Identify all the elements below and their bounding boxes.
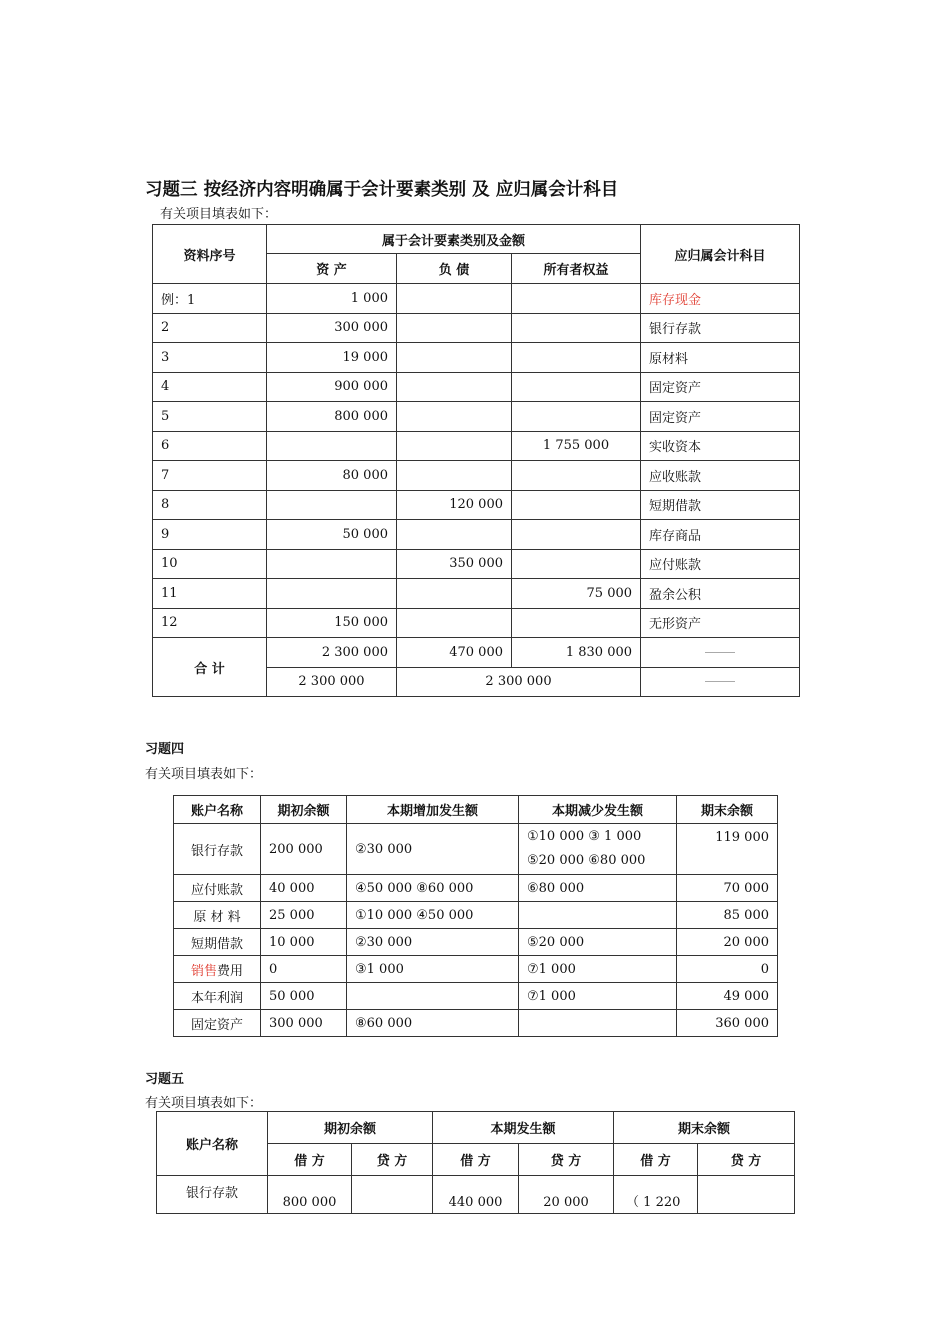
ex4-dec: ⑦1 000 xyxy=(519,983,677,1010)
ex4-open: 40 000 xyxy=(261,875,347,902)
ex3-total-subject-empty xyxy=(641,638,800,668)
table-row xyxy=(174,929,778,956)
ex5-close-debit: （ 1 220 xyxy=(614,1176,698,1214)
ex3-sum-liab-equity: 2 300 000 xyxy=(397,667,641,697)
ex3-liab: 350 000 xyxy=(397,549,512,579)
ex3-liab: 120 000 xyxy=(397,490,512,520)
ex3-asset: 50 000 xyxy=(267,520,397,550)
ex4-dec: ⑥80 000 xyxy=(519,875,677,902)
ex4-name: 原 材 料 xyxy=(174,902,261,929)
ex3-subject: 应收账款 xyxy=(641,461,800,491)
ex5-header-open-credit: 贷 方 xyxy=(352,1144,433,1176)
ex3-liab xyxy=(397,284,512,314)
table-row xyxy=(153,372,800,402)
ex3-subject: 库存现金 xyxy=(641,284,800,314)
ex5-title: 习题五 xyxy=(145,1072,185,1087)
ex4-title: 习题四 xyxy=(145,742,185,757)
ex3-asset xyxy=(267,490,397,520)
ex4-name-rest: 费用 xyxy=(217,963,244,979)
ex3-intro: 有关项目填表如下： xyxy=(160,207,278,222)
ex4-inc: ①10 000 ④50 000 xyxy=(347,902,519,929)
ex4-name: 应付账款 xyxy=(174,875,261,902)
ex3-header-equity: 所有者权益 xyxy=(512,254,641,284)
ex5-curr-credit: 20 000 xyxy=(519,1176,614,1214)
ex3-asset: 150 000 xyxy=(267,608,397,638)
dash-mark xyxy=(705,681,735,682)
ex4-close: 360 000 xyxy=(677,1010,778,1037)
ex3-header-asset: 资 产 xyxy=(267,254,397,284)
ex4-dec xyxy=(519,824,677,875)
ex4-open: 50 000 xyxy=(261,983,347,1010)
ex3-asset xyxy=(267,549,397,579)
table-row xyxy=(153,520,800,550)
ex3-table xyxy=(152,224,800,697)
table-row xyxy=(153,549,800,579)
ex4-dec: ⑤20 000 xyxy=(519,929,677,956)
ex3-total-equity: 1 830 000 xyxy=(512,638,641,668)
ex5-header-curr-credit: 贷 方 xyxy=(519,1144,614,1176)
ex3-subject: 盈余公积 xyxy=(641,579,800,609)
ex3-asset: 300 000 xyxy=(267,313,397,343)
ex4-header-open: 期初余额 xyxy=(261,796,347,824)
ex3-liab xyxy=(397,343,512,373)
ex3-subject: 库存商品 xyxy=(641,520,800,550)
ex4-inc xyxy=(347,983,519,1010)
ex3-equity xyxy=(512,490,641,520)
ex4-table xyxy=(173,795,778,1037)
ex3-title: 习题三 按经济内容明确属于会计要素类别 及 应归属会计科目 xyxy=(145,180,619,200)
ex3-subject: 银行存款 xyxy=(641,313,800,343)
ex3-asset: 80 000 xyxy=(267,461,397,491)
ex4-close: 119 000 xyxy=(677,824,778,875)
ex5-table xyxy=(156,1111,795,1214)
ex5-header-name: 账户名称 xyxy=(157,1112,268,1176)
ex3-seq: 3 xyxy=(153,343,267,373)
ex3-equity xyxy=(512,520,641,550)
ex3-seq: 11 xyxy=(153,579,267,609)
ex3-subject: 固定资产 xyxy=(641,372,800,402)
ex4-open: 25 000 xyxy=(261,902,347,929)
ex4-close: 0 xyxy=(677,956,778,983)
table-row xyxy=(174,902,778,929)
ex3-liab xyxy=(397,461,512,491)
ex3-asset xyxy=(267,579,397,609)
dash-mark xyxy=(705,652,735,653)
ex4-inc: ③1 000 xyxy=(347,956,519,983)
ex3-equity: 75 000 xyxy=(512,579,641,609)
ex3-header-subject: 应归属会计科目 xyxy=(641,225,800,284)
ex4-intro: 有关项目填表如下： xyxy=(145,767,263,782)
ex5-open-credit xyxy=(352,1176,433,1214)
ex3-header-group: 属于会计要素类别及金额 xyxy=(267,225,641,254)
ex3-liab xyxy=(397,402,512,432)
ex4-dec-line2: ⑤20 000 ⑥80 000 xyxy=(527,853,646,868)
table-row xyxy=(174,1010,778,1037)
ex3-equity: 1 755 000 xyxy=(512,431,641,461)
ex3-sum-assets: 2 300 000 xyxy=(267,667,397,697)
ex3-subject: 应付账款 xyxy=(641,549,800,579)
ex3-asset: 900 000 xyxy=(267,372,397,402)
ex4-open: 200 000 xyxy=(261,824,347,875)
ex5-header-curr-debit: 借 方 xyxy=(433,1144,519,1176)
ex4-name xyxy=(174,956,261,983)
ex3-seq: 12 xyxy=(153,608,267,638)
ex4-name-red-part: 销售 xyxy=(190,963,217,979)
ex4-dec-line1: ①10 000 ③ 1 000 xyxy=(527,829,642,844)
table-row xyxy=(153,343,800,373)
ex4-close: 20 000 xyxy=(677,929,778,956)
ex4-header-inc: 本期增加发生额 xyxy=(347,796,519,824)
ex3-total-asset: 2 300 000 xyxy=(267,638,397,668)
ex4-open: 300 000 xyxy=(261,1010,347,1037)
ex3-liab xyxy=(397,372,512,402)
table-row xyxy=(153,431,800,461)
ex3-subject: 实收资本 xyxy=(641,431,800,461)
ex4-open: 0 xyxy=(261,956,347,983)
ex3-subject: 无形资产 xyxy=(641,608,800,638)
ex4-close: 85 000 xyxy=(677,902,778,929)
ex5-header-open-debit: 借 方 xyxy=(268,1144,352,1176)
ex4-header-name: 账户名称 xyxy=(174,796,261,824)
table-row xyxy=(174,824,778,875)
ex3-liab xyxy=(397,608,512,638)
ex4-inc: ⑧60 000 xyxy=(347,1010,519,1037)
ex5-open-debit: 800 000 xyxy=(268,1176,352,1214)
ex3-liab xyxy=(397,313,512,343)
ex4-dec xyxy=(519,1010,677,1037)
table-row xyxy=(153,402,800,432)
ex5-close-credit xyxy=(698,1176,795,1214)
ex4-inc: ②30 000 xyxy=(347,929,519,956)
table-row xyxy=(153,490,800,520)
table-row xyxy=(153,284,800,314)
ex4-inc: ②30 000 xyxy=(347,824,519,875)
ex3-equity xyxy=(512,343,641,373)
ex3-total-liab: 470 000 xyxy=(397,638,512,668)
ex3-equity xyxy=(512,549,641,579)
ex3-equity xyxy=(512,402,641,432)
ex5-header-close: 期末余额 xyxy=(614,1112,795,1144)
table-row xyxy=(153,579,800,609)
ex4-dec: ⑦1 000 xyxy=(519,956,677,983)
ex3-seq: 7 xyxy=(153,461,267,491)
ex4-inc: ④50 000 ⑧60 000 xyxy=(347,875,519,902)
ex3-seq: 2 xyxy=(153,313,267,343)
table-row xyxy=(174,983,778,1010)
ex3-liab xyxy=(397,431,512,461)
table-row xyxy=(153,608,800,638)
table-row xyxy=(174,956,778,983)
ex3-sum-subject-empty xyxy=(641,667,800,697)
ex3-asset xyxy=(267,431,397,461)
ex3-equity xyxy=(512,313,641,343)
ex3-subject: 原材料 xyxy=(641,343,800,373)
ex5-header-curr: 本期发生额 xyxy=(433,1112,614,1144)
ex4-name: 短期借款 xyxy=(174,929,261,956)
ex5-header-open: 期初余额 xyxy=(268,1112,433,1144)
ex4-open: 10 000 xyxy=(261,929,347,956)
ex5-header-close-credit: 贷 方 xyxy=(698,1144,795,1176)
ex3-liab xyxy=(397,579,512,609)
table-row xyxy=(153,313,800,343)
table-row-total xyxy=(153,638,800,668)
ex3-asset: 19 000 xyxy=(267,343,397,373)
ex5-name: 银行存款 xyxy=(157,1176,268,1214)
ex5-intro: 有关项目填表如下： xyxy=(145,1096,263,1111)
ex4-name: 固定资产 xyxy=(174,1010,261,1037)
ex5-header-close-debit: 借 方 xyxy=(614,1144,698,1176)
ex3-liab xyxy=(397,520,512,550)
ex5-curr-debit: 440 000 xyxy=(433,1176,519,1214)
ex4-name: 本年利润 xyxy=(174,983,261,1010)
ex3-seq: 9 xyxy=(153,520,267,550)
ex3-equity xyxy=(512,461,641,491)
ex3-header-liab: 负 债 xyxy=(397,254,512,284)
ex3-seq: 8 xyxy=(153,490,267,520)
ex4-name: 银行存款 xyxy=(174,824,261,875)
table-row xyxy=(157,1176,795,1214)
ex4-dec xyxy=(519,902,677,929)
ex4-header-close: 期末余额 xyxy=(677,796,778,824)
ex3-header-seq: 资料序号 xyxy=(153,225,267,284)
ex3-asset: 1 000 xyxy=(267,284,397,314)
ex3-total-label: 合 计 xyxy=(153,638,267,697)
table-row xyxy=(174,875,778,902)
ex4-header-dec: 本期减少发生额 xyxy=(519,796,677,824)
ex3-seq: 6 xyxy=(153,431,267,461)
ex3-seq: 10 xyxy=(153,549,267,579)
ex3-seq: 例：1 xyxy=(153,284,267,314)
ex3-equity xyxy=(512,608,641,638)
ex4-close: 49 000 xyxy=(677,983,778,1010)
ex4-close: 70 000 xyxy=(677,875,778,902)
ex3-asset: 800 000 xyxy=(267,402,397,432)
ex3-subject: 固定资产 xyxy=(641,402,800,432)
ex3-equity xyxy=(512,372,641,402)
ex3-seq: 4 xyxy=(153,372,267,402)
ex3-seq: 5 xyxy=(153,402,267,432)
ex3-subject: 短期借款 xyxy=(641,490,800,520)
table-row xyxy=(153,461,800,491)
ex3-equity xyxy=(512,284,641,314)
